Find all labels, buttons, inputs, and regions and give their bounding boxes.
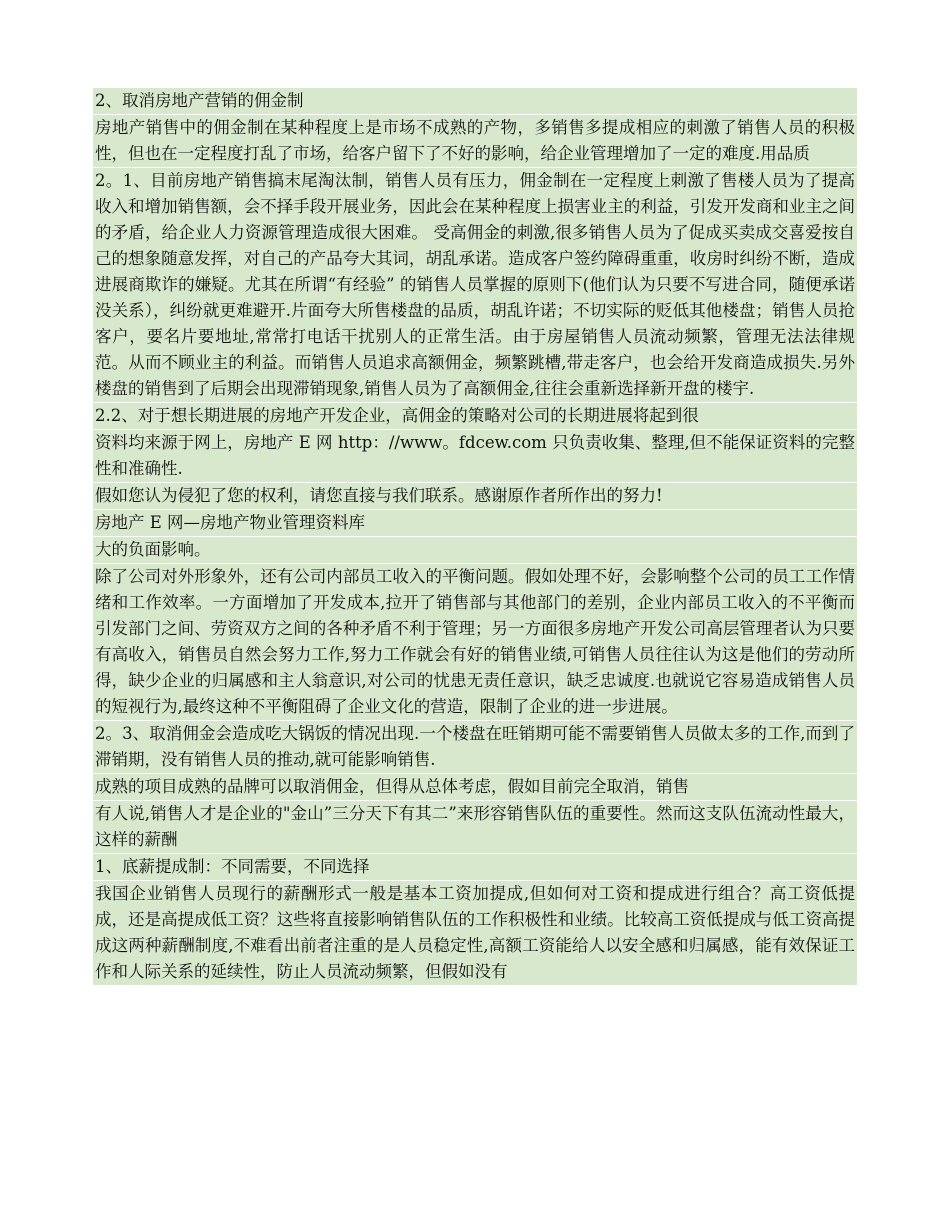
paragraph: 房地产 E 网—房地产物业管理资料库 bbox=[93, 509, 857, 536]
document-page bbox=[93, 88, 857, 985]
paragraph: 2。1、目前房地产销售搞末尾淘汰制，销售人员有压力，佣金制在一定程度上刺激了售楼人员为了提高收入和增加销售额，会不择手段开展业务，因此会在某种程度上损害业主的利益，引发开发商和业主之间的矛盾，给企业人力资源管理造成很大困难。 受高佣金的刺激,很多销售人员为了促成买卖成交喜爱按自己的想象随意发挥，对自己的产品夸大其词，胡乱承诺。造成客户签约障碍重重，收房时纠纷不断，造成进展商欺诈的嫌疑。尤其在所谓“有经验” 的销售人员掌握的原则下(他们认为只要不写进合同，随便承诺没关系），纠纷就更难避开.片面夸大所售楼盘的品质，胡乱许诺；不切实际的贬低其他楼盘；销售人员抢客户，要名片要地址,常常打电话干扰别人的正常生活。由于房屋销售人员流动频繁，管理无法法律规范。从而不顾业主的利益。而销售人员追求高额佣金，频繁跳槽,带走客户，也会给开发商造成损失.另外楼盘的销售到了后期会出现滞销现象,销售人员为了高额佣金,往往会重新选择新开盘的楼宇. bbox=[93, 167, 857, 402]
paragraph: 2.2、对于想长期进展的房地产开发企业，高佣金的策略对公司的长期进展将起到很 bbox=[93, 402, 857, 429]
paragraph: 有人说,销售人才是企业的"金山”三分天下有其二”来形容销售队伍的重要性。然而这支队伍流动性最大，这样的薪酬 bbox=[93, 800, 857, 853]
paragraph: 资料均来源于网上，房地产 E 网 http：//www。fdcew.com 只负责收集、整理,但不能保证资料的完整性和准确性. bbox=[93, 429, 857, 482]
paragraph: 除了公司对外形象外，还有公司内部员工收入的平衡问题。假如处理不好，会影响整个公司的员工工作情绪和工作效率。一方面增加了开发成本,拉开了销售部与其他部门的差别，企业内部员工收入的不平衡而引发部门之间、劳资双方之间的各种矛盾不利于管理；另一方面很多房地产开发公司高层管理者认为只要有高收入，销售员自然会努力工作,努力工作就会有好的销售业绩,可销售人员往往认为这是他们的劳动所得，缺少企业的归属感和主人翁意识,对公司的忧患无责任意识，缺乏忠诚度.也就说它容易造成销售人员的短视行为,最终这种不平衡阻碍了企业文化的营造，限制了企业的进一步进展。 bbox=[93, 563, 857, 720]
paragraph: 2。3、取消佣金会造成吃大锅饭的情况出现.一个楼盘在旺销期可能不需要销售人员做太多的工作,而到了滞销期，没有销售人员的推动,就可能影响销售. bbox=[93, 720, 857, 773]
section-heading: 2、取消房地产营销的佣金制 bbox=[93, 88, 857, 114]
paragraph: 假如您认为侵犯了您的权利，请您直接与我们联系。感谢原作者所作出的努力! bbox=[93, 482, 857, 509]
section-heading: 1、底薪提成制：不同需要，不同选择 bbox=[93, 853, 857, 880]
paragraph: 我国企业销售人员现行的薪酬形式一般是基本工资加提成,但如何对工资和提成进行组合？高工资低提成，还是高提成低工资？这些将直接影响销售队伍的工作积极性和业绩。比较高工资低提成与低工资高提成这两种薪酬制度,不难看出前者注重的是人员稳定性,高额工资能给人以安全感和归属感，能有效保证工作和人际关系的延续性，防止人员流动频繁，但假如没有 bbox=[93, 880, 857, 985]
paragraph: 成熟的项目成熟的品牌可以取消佣金，但得从总体考虑，假如目前完全取消，销售 bbox=[93, 773, 857, 800]
paragraph: 房地产销售中的佣金制在某种程度上是市场不成熟的产物，多销售多提成相应的刺激了销售人员的积极性，但也在一定程度打乱了市场，给客户留下了不好的影响，给企业管理增加了一定的难度.用品质 bbox=[93, 114, 857, 167]
paragraph: 大的负面影响。 bbox=[93, 536, 857, 563]
